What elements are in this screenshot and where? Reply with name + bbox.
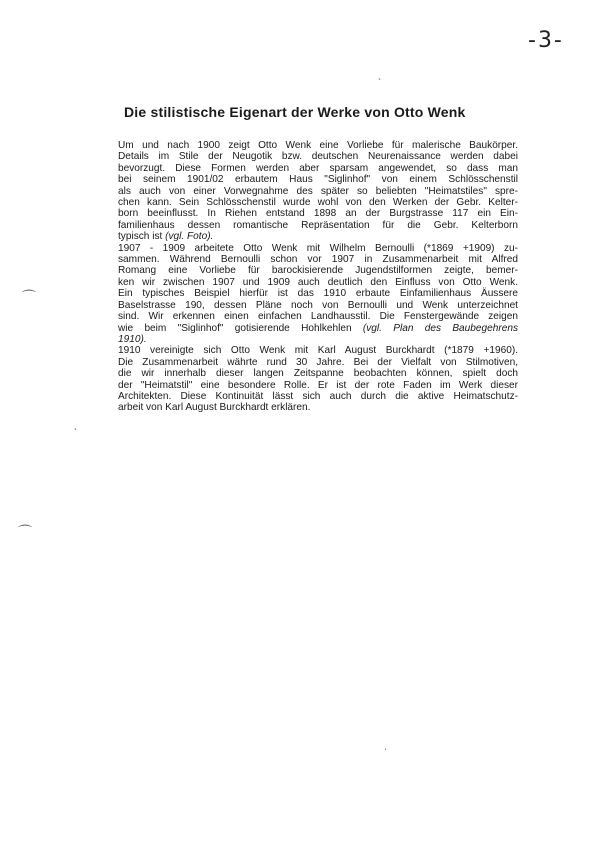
text-line (118, 300, 518, 311)
line-text: arbeit von Karl August Burckhardt erklären. (118, 402, 311, 414)
line-italic-text: (vgl. Plan des Baubegehrens (362, 322, 518, 334)
scan-speck: ˌ (384, 740, 388, 751)
text-line (118, 334, 518, 345)
line-text: sammen. Während Bernoulli schon vor 1907 in Zusammenarbeit mit Alfred (118, 254, 518, 266)
paragraph (118, 140, 518, 243)
text-line (118, 391, 518, 402)
line-italic-text: 1910). (118, 333, 147, 345)
line-text: sind. Wir erkennen einen einfachen Landhausstil. Die Fenstergewände zeigen (118, 311, 518, 323)
text-line (118, 151, 518, 162)
line-text: Um und nach 1900 zeigt Otto Wenk eine Vorliebe für malerische Baukörper. (118, 140, 518, 151)
page-number: -3- (528, 28, 564, 53)
line-text: wie beim "Siglinhof" gotisierende Hohlkehlen (118, 322, 363, 334)
text-line (118, 220, 518, 231)
line-italic-text: (vgl. Foto). (165, 231, 214, 243)
line-text: 1910 vereinigte sich Otto Wenk mit Karl August Burckhardt (*1879 +1960). (118, 345, 518, 357)
text-line (118, 174, 518, 185)
line-text: Architekten. Diese Kontinuität lässt sich auch durch die aktive Heimatschutz- (118, 390, 518, 402)
text-line (118, 288, 518, 299)
line-text: Die Zusammenarbeit währte rund 30 Jahre. Bei der Vielfalt von Stilmotiven, (118, 356, 518, 368)
line-text: born beeinflusst. In Riehen entstand 1898 an der Burgstrasse 117 ein Ein- (118, 208, 518, 220)
line-text: als auch von einer Vorwegnahme des später so beliebten "Heimatstiles" spre- (118, 185, 518, 197)
scan-speck: ⌒ (18, 524, 32, 540)
text-line (118, 254, 518, 265)
text-line (118, 243, 518, 254)
page-title: Die stilistische Eigenart der Werke von Otto Wenk (124, 104, 466, 120)
line-text: Romang eine Vorliebe für barockisierende Jugendstilformen zeigte, bemer- (118, 265, 518, 277)
text-line (118, 231, 518, 242)
text-line (118, 208, 518, 219)
text-line (118, 140, 518, 151)
text-line (118, 197, 518, 208)
text-line (118, 311, 518, 322)
line-text: Baselstrasse 190, dessen Pläne noch von Bernoulli und Wenk unterzeichnet (118, 299, 518, 311)
scan-speck: ˋ (378, 78, 382, 89)
body-text (118, 140, 518, 414)
text-line (118, 323, 518, 334)
line-text: 1907 - 1909 arbeitete Otto Wenk mit Wilhelm Bernoulli (*1869 +1909) zu- (118, 242, 518, 254)
text-line (118, 380, 518, 391)
line-text: chen kann. Sein Schlösschenstil wurde wohl von den Werken der Gebr. Kelter- (118, 197, 518, 209)
text-line (118, 163, 518, 174)
line-text: familienhaus dessen romantische Repräsentation für die Gebr. Kelterborn (118, 219, 518, 231)
line-text: der "Heimatstil" eine besondere Rolle. Er ist der rote Faden im Werk dieser (118, 379, 518, 391)
paragraph (118, 345, 518, 413)
text-line (118, 402, 518, 413)
line-text: Ein typisches Beispiel hierfür ist das 1910 erbaute Einfamilienhaus Äussere (118, 288, 518, 300)
text-line (118, 186, 518, 197)
scan-speck: ⌒ (22, 289, 36, 305)
line-text: Details im Stile der Neugotik bzw. deutschen Neurenaissance werden dabei (118, 151, 518, 163)
text-line (118, 357, 518, 368)
line-text: die wir innerhalb dieser langen Zeitspanne beobachten können, spielt doch (118, 368, 518, 380)
paragraph (118, 243, 518, 346)
line-text: typisch ist (118, 231, 166, 243)
text-line (118, 277, 518, 288)
text-line (118, 368, 518, 379)
line-text: ken wir zwischen 1907 und 1909 auch deutlich den Einfluss von Otto Wenk. (118, 276, 518, 288)
scan-speck: ˎ (74, 420, 78, 431)
text-line (118, 345, 518, 356)
line-text: bevorzugt. Diese Formen werden aber sparsam angewendet, so dass man (118, 162, 518, 174)
text-line (118, 265, 518, 276)
line-text: bei seinem 1901/02 erbautem Haus "Siglinhof" von einem Schlösschenstil (118, 174, 518, 186)
